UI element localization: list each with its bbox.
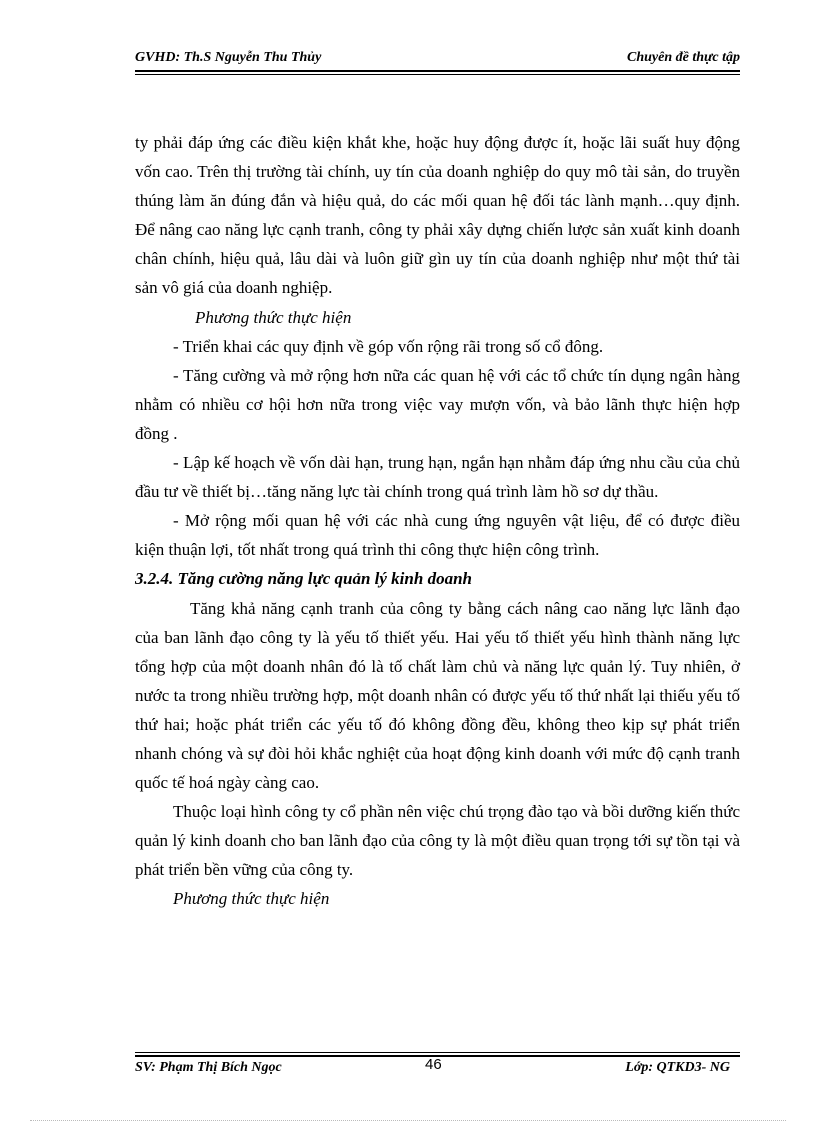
paragraph: Thuộc loại hình công ty cổ phần nên việc chú trọng đào tạo và bồi dưỡng kiến thức quản lý kinh doanh cho ban lãnh đạo của công ty là một điều quan trọng tới sự tồn tại và phát triển bền vững của công ty. xyxy=(135,802,740,880)
header-supervisor: GVHD: Th.S Nguyễn Thu Thủy xyxy=(135,50,322,65)
bullet-item: - Mở rộng mối quan hệ với các nhà cung ứng nguyên vật liệu, để có được điều kiện thuận lợi, tốt nhất trong quá trình thi công thực hiện công trình. xyxy=(135,511,740,560)
footer-student: SV: Phạm Thị Bích Ngọc xyxy=(135,1060,282,1075)
header-rule-thin xyxy=(135,74,740,75)
bullet-item: - Lập kế hoạch về vốn dài hạn, trung hạn, ngắn hạn nhằm đáp ứng nhu cầu của chủ đầu tư về thiết bị…tăng năng lực tài chính trong quá trình làm hồ sơ dự thầu. xyxy=(135,453,740,502)
footer-class: Lớp: QTKD3- NG xyxy=(625,1060,730,1075)
bullet-item: - Tăng cường và mở rộng hơn nữa các quan hệ với các tổ chức tín dụng ngân hàng nhằm có nhiều cơ hội hơn nữa trong việc vay mượn vốn, và bảo lãnh thực hiện hợp đồng . xyxy=(135,365,740,443)
page-header xyxy=(135,48,740,70)
header-document-type: Chuyên đề thực tập xyxy=(626,50,740,65)
page-number: 46 xyxy=(425,1056,442,1073)
page-footer xyxy=(135,1058,740,1080)
header-rule xyxy=(135,70,740,72)
method-heading: Phương thức thực hiện xyxy=(195,307,352,327)
paragraph-continued: ty phải đáp ứng các điều kiện khắt khe, hoặc huy động được ít, hoặc lãi suất huy động vốn cao. Trên thị trường tài chính, uy tín của doanh nghiệp do quy mô tài sản, do truyền thúng làm ăn đúng đắn và hiệu quả, do các mối quan hệ đối tác lành mạnh…quy định. Để nâng cao năng lực cạnh tranh, công ty phải xây dựng chiến lược sản xuất kinh doanh chân chính, hiệu quả, lâu dài và luôn giữ gìn uy tín của doanh nghiệp như một thứ tài sản vô giá của doanh nghiệp. xyxy=(135,133,740,298)
page-edge-divider xyxy=(30,1120,786,1121)
paragraph: Tăng khả năng cạnh tranh của công ty bằng cách nâng cao năng lực lãnh đạo của ban lãnh đạo công ty là yếu tố thiết yếu. Hai yếu tố thiết yếu hình thành năng lực tổng hợp của một doanh nhân đó là tố chất làm chủ và năng lực quản lý. Tuy nhiên, ở nước ta trong nhiều trường hợp, một doanh nhân có được yếu tố thứ nhất lại thiếu yếu tố thứ hai; hoặc phát triển các yếu tố đó không đồng đều, không theo kịp sự phát triển nhanh chóng và sự đòi hỏi khắc nghiệt của hoạt động kinh doanh với mức độ cạnh tranh quốc tế hoá ngày càng cao. xyxy=(135,598,740,793)
method-heading: Phương thức thực hiện xyxy=(173,889,330,909)
page-body xyxy=(135,128,740,914)
section-heading: 3.2.4. Tăng cường năng lực quản lý kinh doanh xyxy=(135,569,472,589)
bullet-item: - Triển khai các quy định về góp vốn rộng rãi trong số cổ đông. xyxy=(173,336,604,356)
footer-rule-thin xyxy=(135,1052,740,1053)
